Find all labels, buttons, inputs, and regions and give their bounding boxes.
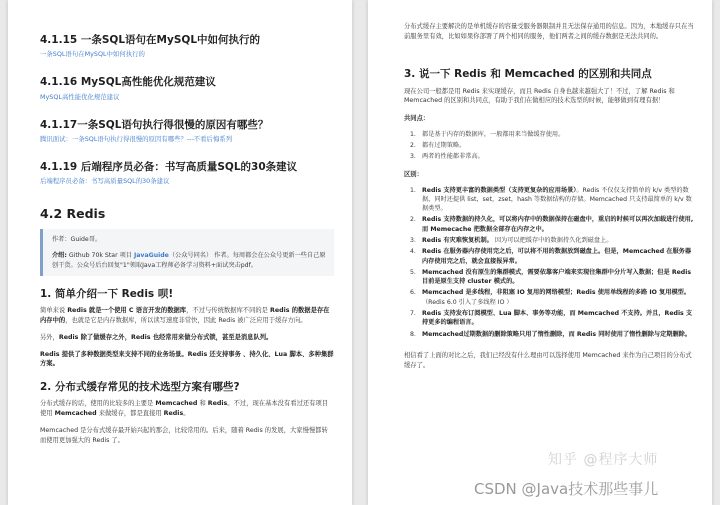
list-item-number: 7. — [410, 310, 416, 318]
closing-paragraph: 相信看了上面的对比之后，我们已经没有什么理由可以选择使用 Memcached 来作为自己项目的分布式缓存了。 — [404, 351, 692, 369]
list-item — [410, 247, 696, 266]
csdn-watermark: CSDN @Java技术那些事儿 — [474, 480, 659, 498]
common-points-list — [404, 130, 696, 162]
question-2-paragraph-2: Memcached 是分布式缓存最开始兴起的那会，比较常用的。后来，随着 Redis 的发展，大家慢慢都转而使用更加强大的 Redis 了。 — [40, 426, 328, 444]
list-item-text: Redis 支持发布订阅模型、Lua 脚本、事务等功能，而 Memcached 不支持。并且，Redis 支持更多的编程语言。 — [422, 310, 693, 327]
list-item — [410, 215, 696, 234]
list-item — [410, 130, 696, 139]
author-quote-block — [40, 229, 334, 276]
list-item — [410, 152, 696, 161]
question-2-title: 2. 分布式缓存常见的技术选型方案有哪些? — [40, 381, 240, 394]
list-item — [410, 268, 696, 287]
question-1-title: 1. 简单介绍一下 Redis 呗! — [40, 288, 174, 301]
list-item-number: 2. — [410, 142, 416, 150]
list-item — [410, 288, 696, 307]
zhihu-watermark: 知乎 @程序大师 — [548, 452, 659, 468]
question-3-title: 3. 说一下 Redis 和 Memcached 的区别和共同点 — [404, 67, 652, 80]
link-mysql-optimization[interactable]: MySQL高性能优化规范建议 — [40, 92, 120, 101]
differences-label: 区别： — [404, 170, 423, 178]
section-title-redis: 4.2 Redis — [40, 205, 106, 221]
list-item-text: Redis 支持更丰富的数据类型（支持更复杂的应用场景）。Redis 不仅仅支持简单的 k/v 类型的数据，同时还提供 list，set，zset，hash 等数据结构的存储。Memcached 只支持最简单的 k/v 数据类型。 — [422, 186, 692, 213]
list-item — [410, 330, 696, 339]
quote-intro: 介绍: Github 70k Star 项目 JavaGuide（公众号同名） 作者。每周都会在公众号更新一些自己原创干货。公众号后台回复"1"领取Java工程师必备学习资料+面试突击pdf。 — [52, 252, 326, 269]
list-item-number: 8. — [410, 330, 416, 338]
list-item-number: 3. — [410, 237, 416, 244]
question-1-paragraph-1: 简单来说 Redis 就是一个使用 C 语言开发的数据库，不过与传统数据库不同的是 Redis 的数据是存在内存中的，也就是它是内存数据库，所以读写速度非常快，因此 Redis 被广泛应用于缓存方向。 — [40, 307, 330, 325]
list-item-text: Redis 有灾难恢复机制。 因为可以把缓存中的数据持久化到磁盘上。 — [422, 237, 613, 244]
quote-author: 作者：Guide哥。 — [52, 236, 102, 244]
list-item-number: 2. — [410, 216, 416, 224]
section-title-4-1-15: 4.1.15 一条SQL语句在MySQL中如何执行的 — [40, 34, 261, 46]
list-item — [410, 186, 696, 214]
section-title-4-1-17: 4.1.17一条SQL语句执行得很慢的原因有哪些？ — [40, 118, 269, 131]
list-item — [410, 309, 696, 328]
question-1-paragraph-2: 另外，Redis 除了做缓存之外，Redis 也经常用来做分布式锁，甚至是消息队列。 — [40, 333, 273, 341]
list-item-text: Redis 在服务器内存使用完之后，可以将不用的数据放到磁盘上。但是，Memcached 在服务器内存使用完之后，就会直接报异常。 — [422, 248, 692, 265]
cache-intro-paragraph: 分布式缓存主要解决的是单机缓存的容量受服务器限制并且无法保存通用的信息。因为，本地缓存只在当前服务里有效，比如如果你部署了两个相同的服务，他们两者之间的缓存数据是无法共同的。 — [404, 23, 694, 40]
list-item-text: Memcached 没有原生的集群模式，需要依靠客户端来实现往集群中分片写入数据；但是 Redis 目前是原生支持 cluster 模式的。 — [422, 268, 692, 286]
left-page — [8, 0, 352, 505]
right-page — [368, 0, 712, 505]
section-title-4-1-19: 4.1.19 后端程序员必备：书写高质量SQL的30条建议 — [40, 161, 298, 174]
link-sql-30-tips[interactable]: 后端程序员必备：书写高质量SQL的30条建议 — [40, 177, 170, 186]
differences-list — [404, 186, 696, 339]
list-item-number: 4. — [410, 248, 416, 256]
section-title-4-1-16: 4.1.16 MySQL高性能优化规范建议 — [40, 76, 216, 89]
list-item-number: 5. — [410, 268, 416, 276]
link-slow-sql[interactable]: 腾讯面试：一条SQL语句执行得很慢的原因有哪些？---不看后悔系列 — [40, 135, 233, 144]
question-2-paragraph-1: 分布式缓存的话，使用的比较多的主要是 Memcached 和 Redis。不过，现在基本没有看过还有项目使用 Memcached 来做缓存，都是直接用 Redis。 — [40, 400, 329, 418]
list-item-text: Memcached过期数据的删除策略只用了惰性删除，而 Redis 同时使用了惰性删除与定期删除。 — [422, 330, 692, 338]
list-item-number: 1. — [410, 130, 416, 138]
list-item-text: 都有过期策略。 — [422, 142, 466, 150]
link-sql-execution[interactable]: 一条SQL语句在MySQL中如何执行的 — [40, 50, 145, 59]
common-points-label: 共同点： — [404, 115, 430, 123]
javaguide-link[interactable]: JavaGuide — [133, 252, 169, 260]
list-item — [410, 141, 696, 150]
list-item-text: Memcached 是多线程，非阻塞 IO 复用的网络模型；Redis 使用单线程的多路 IO 复用模型。 （Redis 6.0 引入了多线程 IO ） — [422, 289, 691, 306]
list-item-text: 都是基于内存的数据库，一般都用来当做缓存使用。 — [422, 130, 565, 138]
question-3-paragraph: 现在公司一般都是用 Redis 来实现缓存，而且 Redis 自身也越来越强大了！不过，了解 Redis 和 Memcached 的区别和共同点，有助于我们在做相应的技术选型的时候，能够做到有理有据！ — [404, 87, 675, 105]
list-item — [410, 236, 696, 245]
list-item-text: Redis 支持数据的持久化，可以将内存中的数据保持在磁盘中，重启的时候可以再次加载进行使用,而 Memecache 把数据全部存在内存之中。 — [422, 216, 694, 233]
list-item-number: 1. — [410, 186, 416, 194]
list-item-text: 两者的性能都非常高。 — [422, 153, 484, 161]
question-1-paragraph-3: Redis 提供了多种数据类型来支持不同的业务场景。Redis 还支持事务 、持久化、Lua 脚本、多种集群方案。 — [40, 350, 334, 368]
list-item-number: 6. — [410, 289, 416, 297]
list-item-number: 3. — [410, 153, 416, 161]
